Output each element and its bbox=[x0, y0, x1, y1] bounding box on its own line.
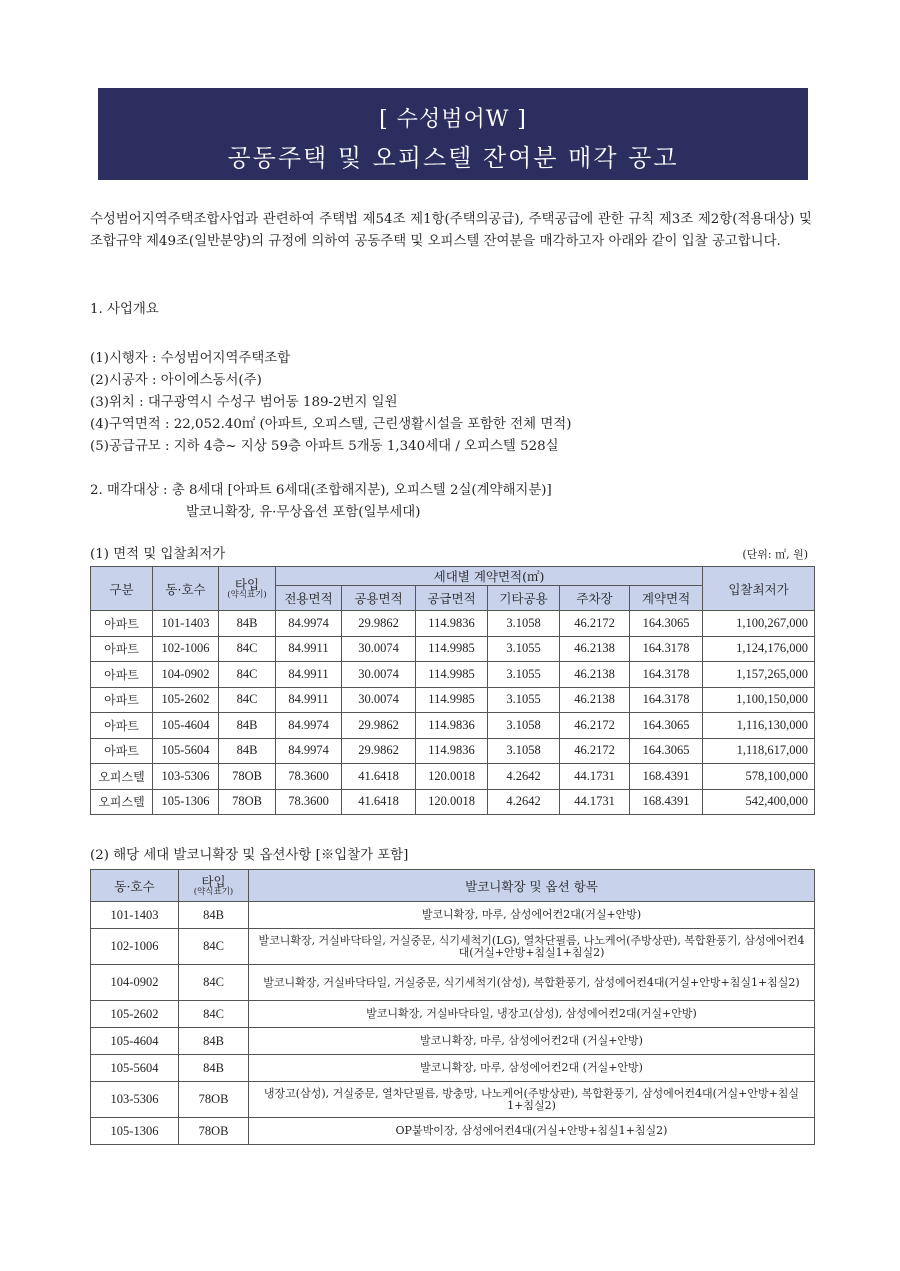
cell-unit-no: 105-2602 bbox=[91, 1001, 179, 1028]
header-type bbox=[179, 870, 249, 902]
cell-type: 84B bbox=[219, 713, 276, 739]
cell-unit-no: 105-1306 bbox=[91, 1118, 179, 1145]
cell-supply-area: 114.9985 bbox=[416, 687, 488, 713]
cell-other-common-area: 3.1055 bbox=[488, 636, 560, 662]
cell-type: 84B bbox=[179, 1055, 249, 1082]
cell-options: 발코니확장, 마루, 삼성에어컨2대(거실+안방) bbox=[249, 902, 815, 929]
cell-contract-area: 168.4391 bbox=[630, 764, 703, 790]
cell-type: 84B bbox=[179, 1028, 249, 1055]
table-row bbox=[91, 636, 815, 662]
cell-type: 84C bbox=[179, 965, 249, 1001]
section2-line1: 2. 매각대상 : 총 8세대 [아파트 6세대(조합해지분), 오피스텔 2실(계약해지분)] bbox=[90, 483, 552, 498]
cell-options: 발코니확장, 마루, 삼성에어컨2대 (거실+안방) bbox=[249, 1028, 815, 1055]
header-options: 발코니확장 및 옵션 항목 bbox=[249, 870, 815, 902]
overview-item: (2)시공자 : 아이에스동서(주) bbox=[90, 373, 262, 388]
cell-other-common-area: 3.1058 bbox=[488, 611, 560, 637]
header-min-bid: 입찰최저가 bbox=[703, 567, 815, 611]
overview-item: (3)위치 : 대구광역시 수성구 범어동 189-2번지 일원 bbox=[90, 395, 398, 410]
cell-min-bid: 1,118,617,000 bbox=[703, 738, 815, 764]
cell-type: 84C bbox=[219, 636, 276, 662]
cell-unit-no: 105-4604 bbox=[153, 713, 219, 739]
cell-supply-area: 120.0018 bbox=[416, 764, 488, 790]
cell-supply-area: 114.9985 bbox=[416, 662, 488, 688]
table-row bbox=[91, 965, 815, 1001]
table-row bbox=[91, 713, 815, 739]
table-row bbox=[91, 764, 815, 790]
table1-unit: (단위: ㎡, 원) bbox=[742, 548, 808, 561]
cell-exclusive-area: 84.9911 bbox=[276, 636, 342, 662]
cell-type: 78OB bbox=[179, 1118, 249, 1145]
header-type-sub: (약식표기) bbox=[227, 589, 267, 600]
cell-min-bid: 578,100,000 bbox=[703, 764, 815, 790]
cell-type: 84B bbox=[219, 611, 276, 637]
header-kind: 구분 bbox=[91, 567, 153, 611]
cell-min-bid: 542,400,000 bbox=[703, 789, 815, 815]
table2-caption: (2) 해당 세대 발코니확장 및 옵션사항 [※입찰가 포함] bbox=[90, 848, 409, 863]
table-row bbox=[91, 662, 815, 688]
cell-type: 84C bbox=[179, 1001, 249, 1028]
cell-kind: 아파트 bbox=[91, 611, 153, 637]
section1-heading: 1. 사업개요 bbox=[90, 302, 159, 317]
cell-exclusive-area: 84.9974 bbox=[276, 611, 342, 637]
cell-parking-area: 46.2172 bbox=[560, 611, 630, 637]
overview-item: (4)구역면적 : 22,052.40㎡ (아파트, 오피스텔, 근린생활시설을 포함한 전체 면적) bbox=[90, 417, 572, 432]
cell-kind: 아파트 bbox=[91, 713, 153, 739]
section2-line2: 발코니확장, 유·무상옵션 포함(일부세대) bbox=[186, 505, 421, 520]
intro-paragraph: 수성범어지역주택조합사업과 관련하여 주택법 제54조 제1항(주택의공급), 주택공급에 관한 규칙 제3조 제2항(적용대상) 및 조합규약 제49조(일반분양)의 규정에 의하여 공동주택 및 오피스텔 잔여분을 매각하고자 아래와 같이 입찰 공고합니다. bbox=[90, 212, 812, 249]
cell-contract-area: 164.3065 bbox=[630, 611, 703, 637]
overview-item: (1)시행자 : 수성범어지역주택조합 bbox=[90, 351, 291, 366]
header-unit-no: 동·호수 bbox=[153, 567, 219, 611]
cell-unit-no: 102-1006 bbox=[153, 636, 219, 662]
header-parking: 주차장 bbox=[560, 586, 630, 611]
cell-options: OP붙박이장, 삼성에어컨4대(거실+안방+침실1+침실2) bbox=[249, 1118, 815, 1145]
cell-type: 84C bbox=[219, 662, 276, 688]
header-area-group: 세대별 계약면적(㎡) bbox=[276, 567, 703, 586]
cell-type: 84C bbox=[179, 929, 249, 965]
cell-unit-no: 105-1306 bbox=[153, 789, 219, 815]
header-common: 공용면적 bbox=[342, 586, 416, 611]
cell-parking-area: 44.1731 bbox=[560, 789, 630, 815]
table-row bbox=[91, 738, 815, 764]
cell-other-common-area: 4.2642 bbox=[488, 789, 560, 815]
cell-common-area: 41.6418 bbox=[342, 764, 416, 790]
cell-parking-area: 46.2138 bbox=[560, 636, 630, 662]
header-exclusive: 전용면적 bbox=[276, 586, 342, 611]
cell-unit-no: 105-5604 bbox=[153, 738, 219, 764]
cell-supply-area: 120.0018 bbox=[416, 789, 488, 815]
cell-kind: 아파트 bbox=[91, 687, 153, 713]
cell-other-common-area: 3.1058 bbox=[488, 738, 560, 764]
area-price-table bbox=[90, 566, 815, 815]
cell-supply-area: 114.9836 bbox=[416, 611, 488, 637]
cell-options: 발코니확장, 거실바닥타일, 거실중문, 식기세척기(LG), 열차단필름, 나노케어(주방상판), 복합환풍기, 삼성에어컨4대(거실+안방+침실1+침실2) bbox=[249, 929, 815, 965]
cell-unit-no: 101-1403 bbox=[91, 902, 179, 929]
table-row bbox=[91, 1001, 815, 1028]
cell-exclusive-area: 84.9974 bbox=[276, 738, 342, 764]
cell-kind: 오피스텔 bbox=[91, 789, 153, 815]
cell-exclusive-area: 84.9974 bbox=[276, 713, 342, 739]
table-row bbox=[91, 1118, 815, 1145]
cell-unit-no: 105-5604 bbox=[91, 1055, 179, 1082]
cell-contract-area: 164.3178 bbox=[630, 662, 703, 688]
cell-unit-no: 102-1006 bbox=[91, 929, 179, 965]
cell-other-common-area: 3.1058 bbox=[488, 713, 560, 739]
header-contract: 계약면적 bbox=[630, 586, 703, 611]
cell-options: 발코니확장, 거실바닥타일, 거실중문, 식기세척기(삼성), 복합환풍기, 삼성에어컨4대(거실+안방+침실1+침실2) bbox=[249, 965, 815, 1001]
cell-other-common-area: 3.1055 bbox=[488, 687, 560, 713]
cell-exclusive-area: 84.9911 bbox=[276, 687, 342, 713]
banner-title: [ 수성범어W ] bbox=[379, 107, 527, 132]
table-row bbox=[91, 789, 815, 815]
cell-unit-no: 104-0902 bbox=[91, 965, 179, 1001]
cell-parking-area: 46.2138 bbox=[560, 662, 630, 688]
table1-caption: (1) 면적 및 입찰최저가 bbox=[90, 547, 226, 562]
cell-parking-area: 44.1731 bbox=[560, 764, 630, 790]
cell-common-area: 29.9862 bbox=[342, 713, 416, 739]
cell-parking-area: 46.2138 bbox=[560, 687, 630, 713]
cell-common-area: 41.6418 bbox=[342, 789, 416, 815]
header-supply: 공급면적 bbox=[416, 586, 488, 611]
table-row bbox=[91, 687, 815, 713]
cell-contract-area: 164.3178 bbox=[630, 636, 703, 662]
cell-type: 78OB bbox=[219, 764, 276, 790]
cell-min-bid: 1,100,267,000 bbox=[703, 611, 815, 637]
cell-other-common-area: 3.1055 bbox=[488, 662, 560, 688]
cell-common-area: 30.0074 bbox=[342, 687, 416, 713]
cell-unit-no: 101-1403 bbox=[153, 611, 219, 637]
cell-options: 발코니확장, 마루, 삼성에어컨2대 (거실+안방) bbox=[249, 1055, 815, 1082]
cell-type: 84C bbox=[219, 687, 276, 713]
table-row bbox=[91, 902, 815, 929]
cell-unit-no: 103-5306 bbox=[91, 1082, 179, 1118]
header-type-sub: (약식표기) bbox=[193, 886, 234, 897]
header-unit-no: 동·호수 bbox=[91, 870, 179, 902]
overview-item: (5)공급규모 : 지하 4층~ 지상 59층 아파트 5개동 1,340세대 / 오피스텔 528실 bbox=[90, 439, 559, 454]
cell-exclusive-area: 78.3600 bbox=[276, 764, 342, 790]
cell-common-area: 29.9862 bbox=[342, 738, 416, 764]
cell-contract-area: 164.3065 bbox=[630, 738, 703, 764]
cell-type: 78OB bbox=[179, 1082, 249, 1118]
cell-contract-area: 164.3178 bbox=[630, 687, 703, 713]
cell-kind: 오피스텔 bbox=[91, 764, 153, 790]
table-row bbox=[91, 1082, 815, 1118]
cell-type: 78OB bbox=[219, 789, 276, 815]
cell-min-bid: 1,116,130,000 bbox=[703, 713, 815, 739]
cell-parking-area: 46.2172 bbox=[560, 713, 630, 739]
cell-min-bid: 1,124,176,000 bbox=[703, 636, 815, 662]
cell-supply-area: 114.9836 bbox=[416, 738, 488, 764]
cell-supply-area: 114.9985 bbox=[416, 636, 488, 662]
cell-kind: 아파트 bbox=[91, 662, 153, 688]
cell-common-area: 29.9862 bbox=[342, 611, 416, 637]
cell-exclusive-area: 78.3600 bbox=[276, 789, 342, 815]
cell-other-common-area: 4.2642 bbox=[488, 764, 560, 790]
table-row bbox=[91, 1055, 815, 1082]
cell-unit-no: 105-4604 bbox=[91, 1028, 179, 1055]
header-type-label: 타입 bbox=[234, 576, 260, 592]
cell-min-bid: 1,157,265,000 bbox=[703, 662, 815, 688]
cell-contract-area: 164.3065 bbox=[630, 713, 703, 739]
cell-unit-no: 104-0902 bbox=[153, 662, 219, 688]
table-row bbox=[91, 1028, 815, 1055]
options-table bbox=[90, 869, 815, 1145]
cell-contract-area: 168.4391 bbox=[630, 789, 703, 815]
table-row bbox=[91, 611, 815, 637]
header-type bbox=[219, 567, 276, 611]
cell-parking-area: 46.2172 bbox=[560, 738, 630, 764]
cell-type: 84B bbox=[179, 902, 249, 929]
banner-subtitle: 공동주택 및 오피스텔 잔여분 매각 공고 bbox=[227, 144, 679, 172]
cell-unit-no: 105-2602 bbox=[153, 687, 219, 713]
cell-kind: 아파트 bbox=[91, 636, 153, 662]
header-type-label: 타입 bbox=[201, 873, 226, 889]
cell-unit-no: 103-5306 bbox=[153, 764, 219, 790]
cell-common-area: 30.0074 bbox=[342, 662, 416, 688]
header-other: 기타공용 bbox=[488, 586, 560, 611]
cell-options: 발코니확장, 거실바닥타일, 냉장고(삼성), 삼성에어컨2대(거실+안방) bbox=[249, 1001, 815, 1028]
cell-options: 냉장고(삼성), 거실중문, 열차단필름, 방충망, 나노케어(주방상판), 복합환풍기, 삼성에어컨4대(거실+안방+침실1+침실2) bbox=[249, 1082, 815, 1118]
cell-kind: 아파트 bbox=[91, 738, 153, 764]
cell-min-bid: 1,100,150,000 bbox=[703, 687, 815, 713]
title-banner bbox=[98, 88, 808, 180]
cell-supply-area: 114.9836 bbox=[416, 713, 488, 739]
cell-exclusive-area: 84.9911 bbox=[276, 662, 342, 688]
cell-type: 84B bbox=[219, 738, 276, 764]
table-row bbox=[91, 929, 815, 965]
cell-common-area: 30.0074 bbox=[342, 636, 416, 662]
